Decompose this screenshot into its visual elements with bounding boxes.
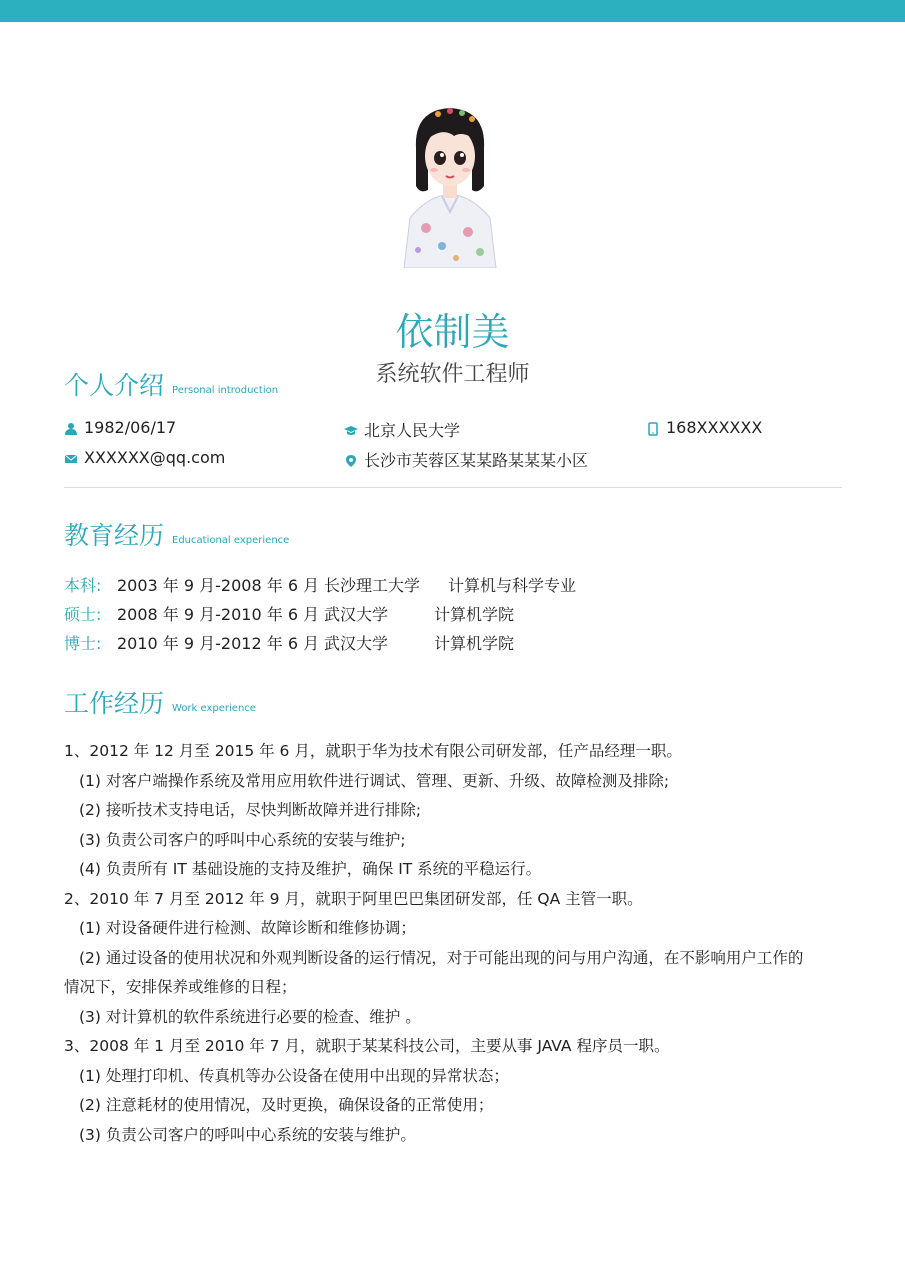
envelope-icon bbox=[64, 451, 78, 465]
graduation-cap-icon bbox=[344, 423, 358, 437]
job-duty: (2) 通过设备的使用状况和外观判断设备的运行情况，对于可能出现的问与用户沟通，在不影响用户工作的 bbox=[79, 948, 804, 967]
section-education-heading bbox=[64, 520, 289, 552]
job-header: 3、2008 年 1 月至 2010 年 7 月，就职于某某科技公司，主要从事 JAVA 程序员一职。 bbox=[64, 1037, 670, 1055]
section-subtitle: Personal introduction bbox=[172, 385, 279, 396]
job-duty: (2) 注意耗材的使用情况，及时更换，确保设备的正常使用； bbox=[79, 1096, 494, 1114]
education-major: 计算机学院 bbox=[434, 634, 515, 653]
education-major: 计算机与科学专业 bbox=[448, 576, 577, 595]
info-university bbox=[344, 418, 460, 441]
job-duty: (3) 负责公司客户的呼叫中心系统的安装与维护。 bbox=[79, 1125, 416, 1144]
degree-label: 本科: bbox=[64, 576, 102, 595]
section-subtitle: Work experience bbox=[172, 703, 256, 714]
section-title: 教育经历 bbox=[64, 521, 165, 550]
university-text: 北京人民大学 bbox=[364, 421, 461, 440]
info-birthday bbox=[64, 418, 176, 437]
person-name: 依制美 bbox=[395, 310, 510, 354]
job-header: 2、2010 年 7 月至 2012 年 9 月，就职于阿里巴巴集团研发部，任 QA 主管一职。 bbox=[64, 889, 643, 908]
info-address bbox=[344, 448, 588, 471]
address-text: 长沙市芙蓉区某某路某某某小区 bbox=[364, 451, 589, 470]
email-text: XXXXXX@qq.com bbox=[84, 448, 226, 467]
education-school: 长沙理工大学 bbox=[324, 576, 421, 595]
person-icon bbox=[64, 421, 78, 435]
avatar bbox=[398, 100, 502, 268]
job-duty: (3) 对计算机的软件系统进行必要的检查、维护 。 bbox=[79, 1007, 421, 1026]
location-pin-icon bbox=[344, 453, 358, 467]
job-duty: (4) 负责所有 IT 基础设施的支持及维护，确保 IT 系统的平稳运行。 bbox=[79, 860, 542, 878]
degree-label: 博士: bbox=[64, 634, 102, 653]
section-subtitle: Educational experience bbox=[172, 535, 290, 546]
birthday-text: 1982/06/17 bbox=[84, 418, 177, 437]
education-date: 2003 年 9 月-2008 年 6 月 bbox=[117, 576, 320, 595]
mobile-phone-icon bbox=[646, 421, 660, 435]
degree-label: 硕士: bbox=[64, 605, 102, 624]
education-date: 2008 年 9 月-2010 年 6 月 bbox=[117, 605, 320, 624]
education-major: 计算机学院 bbox=[434, 605, 515, 624]
phone-text: 168XXXXXX bbox=[666, 418, 763, 437]
education-date: 2010 年 9 月-2012 年 6 月 bbox=[117, 634, 320, 653]
work-list bbox=[64, 737, 844, 1150]
job-duty: (1) 对客户端操作系统及常用应用软件进行调试、管理、更新、升级、故障检测及排除; bbox=[79, 771, 670, 790]
education-school: 武汉大学 bbox=[324, 605, 389, 624]
job-duty: (2) 接听技术支持电话，尽快判断故障并进行排除; bbox=[79, 801, 422, 819]
job-duty: (3) 负责公司客户的呼叫中心系统的安装与维护; bbox=[79, 830, 406, 849]
section-title: 个人介绍 bbox=[64, 371, 165, 400]
job-duty: (1) 对设备硬件进行检测、故障诊断和维修协调； bbox=[79, 919, 416, 937]
job-duty: (1) 处理打印机、传真机等办公设备在使用中出现的异常状态； bbox=[79, 1066, 509, 1085]
job-header: 1、2012 年 12 月至 2015 年 6 月，就职于华为技术有限公司研发部，任产品经理一职。 bbox=[64, 742, 682, 760]
top-accent-bar bbox=[0, 0, 905, 22]
info-email bbox=[64, 448, 225, 467]
section-title: 工作经历 bbox=[64, 689, 165, 718]
info-phone bbox=[646, 418, 762, 437]
section-work-heading bbox=[64, 688, 256, 720]
job-duty-continuation: 情况下，安排保养或维修的日程； bbox=[64, 978, 297, 996]
section-intro-heading bbox=[64, 370, 278, 402]
job-title: 系统软件工程师 bbox=[375, 362, 530, 387]
education-school: 武汉大学 bbox=[324, 634, 389, 653]
divider bbox=[64, 487, 842, 488]
